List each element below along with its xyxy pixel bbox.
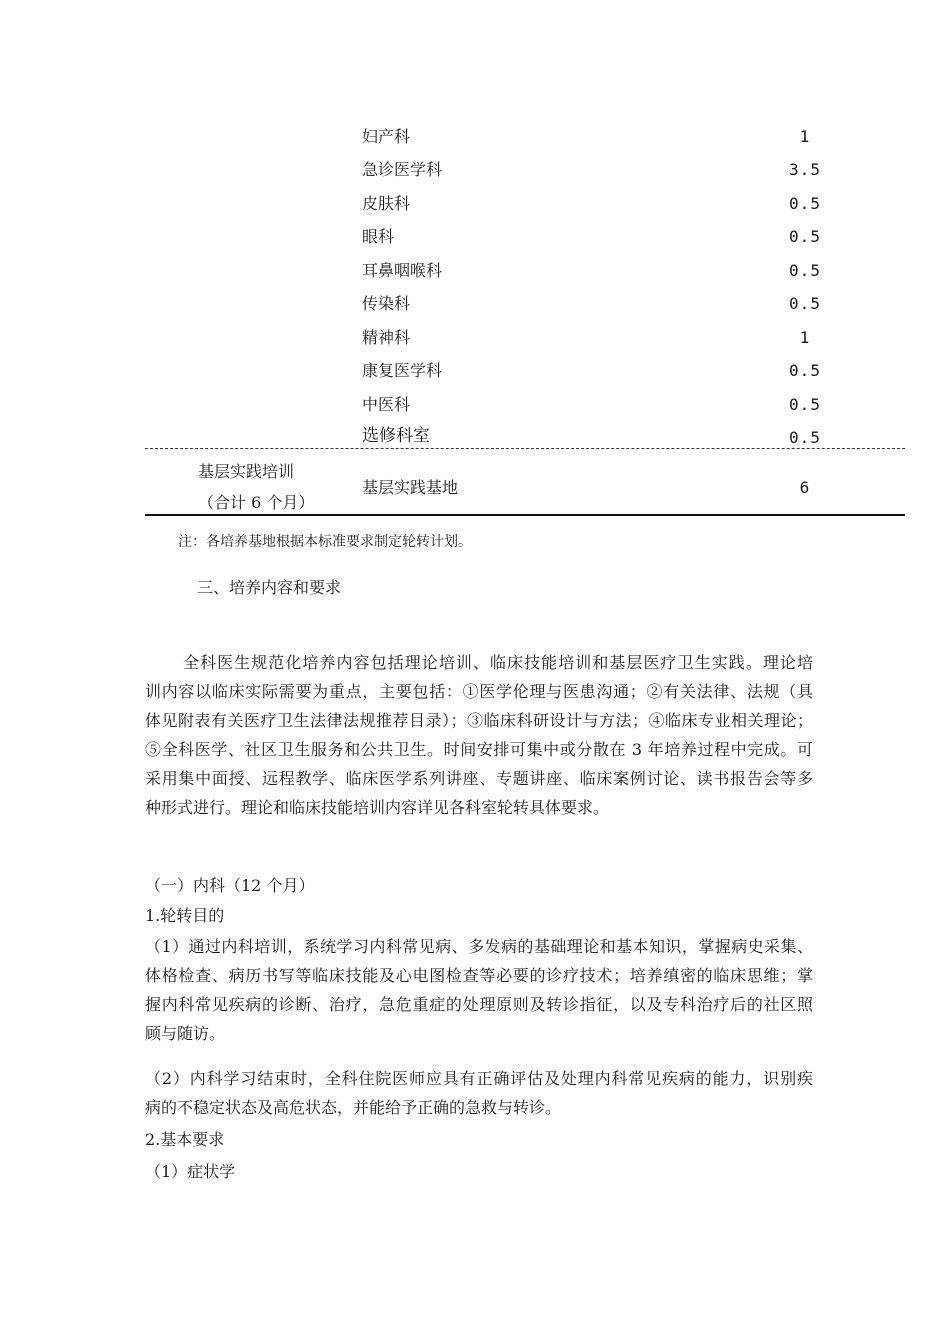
paragraph-line: （1）通过内科培训，系统学习内科常见病、多发病的基础理论和基本知识，掌握病史采集、	[145, 937, 813, 956]
dept-cell: 眼科	[362, 227, 395, 246]
paragraph-line: 采用集中面授、远程教学、临床医学系列讲座、专题讲座、临床案例讨论、读书报告会等多	[145, 769, 813, 788]
months-cell: 1	[799, 328, 811, 347]
dept-cell: 中医科	[362, 395, 411, 414]
paragraph-line: 体格检查、病历书写等临床技能及心电图检查等必要的诊疗技术；培养缜密的临床思维；掌	[145, 966, 813, 985]
months-cell: 6	[799, 478, 811, 497]
paragraph-line: 顾与随访。	[145, 1024, 226, 1043]
paragraph-line: ⑤全科医学、社区卫生服务和公共卫生。时间安排可集中或分散在 3 年培养过程中完成。可	[145, 740, 813, 759]
paragraph-line: 体见附表有关医疗卫生法律法规推荐目录）；③临床科研设计与方法；④临床专业相关理论；	[145, 711, 813, 730]
months-cell: 3.5	[789, 160, 821, 179]
months-cell: 0.5	[789, 428, 821, 447]
intro-paragraph	[145, 648, 813, 822]
months-cell: 1	[799, 127, 811, 146]
dept-cell: 精神科	[362, 328, 411, 347]
months-cell: 0.5	[789, 395, 821, 414]
item-heading: 2.基本要求	[145, 1130, 225, 1149]
dept-cell: 皮肤科	[362, 194, 411, 213]
months-cell: 0.5	[789, 361, 821, 380]
subsection-heading: （一）内科（12 个月）	[145, 876, 315, 895]
months-cell: 0.5	[789, 294, 821, 313]
category-cell: 基层实践培训	[198, 462, 295, 481]
paragraph-line: 训内容以临床实际需要为重点，主要包括：①医学伦理与医患沟通；②有关法律、法规（具	[145, 682, 813, 701]
paragraph-line: （2）内科学习结束时，全科住院医师应具有正确评估及处理内科常见疾病的能力，识别疾	[145, 1069, 813, 1088]
dept-cell: 耳鼻咽喉科	[362, 261, 443, 280]
paragraph-line: 种形式进行。理论和临床技能培训内容详见各科室轮转具体要求。	[145, 798, 610, 817]
item-heading: 1.轮转目的	[145, 906, 225, 925]
dept-cell: 妇产科	[362, 127, 411, 146]
category-cell-sub: （合计 6 个月）	[198, 493, 315, 512]
goal-2-paragraph	[145, 1064, 813, 1122]
months-cell: 0.5	[789, 261, 821, 280]
paragraph-line: 病的不稳定状态及高危状态，并能给予正确的急救与转诊。	[145, 1098, 562, 1117]
months-cell: 0.5	[789, 227, 821, 246]
section-heading: 三、培养内容和要求	[197, 578, 342, 597]
table-divider-dashed	[145, 448, 905, 449]
dept-cell: 康复医学科	[362, 361, 443, 380]
dept-cell: 传染科	[362, 294, 411, 313]
dept-cell: 基层实践基地	[362, 478, 459, 497]
dept-cell: 选修科室	[362, 426, 430, 446]
dept-cell: 急诊医学科	[362, 160, 443, 179]
table-note: 注：各培养基地根据本标准要求制定轮转计划。	[178, 534, 472, 550]
table-bottom-rule	[145, 514, 905, 516]
item-heading: （1）症状学	[145, 1162, 236, 1181]
months-cell: 0.5	[789, 194, 821, 213]
goal-1-paragraph	[145, 932, 813, 1048]
paragraph-line: 全科医生规范化培养内容包括理论培训、临床技能培训和基层医疗卫生实践。理论培	[183, 653, 813, 672]
paragraph-line: 握内科常见疾病的诊断、治疗，急危重症的处理原则及转诊指征，以及专科治疗后的社区照	[145, 995, 813, 1014]
